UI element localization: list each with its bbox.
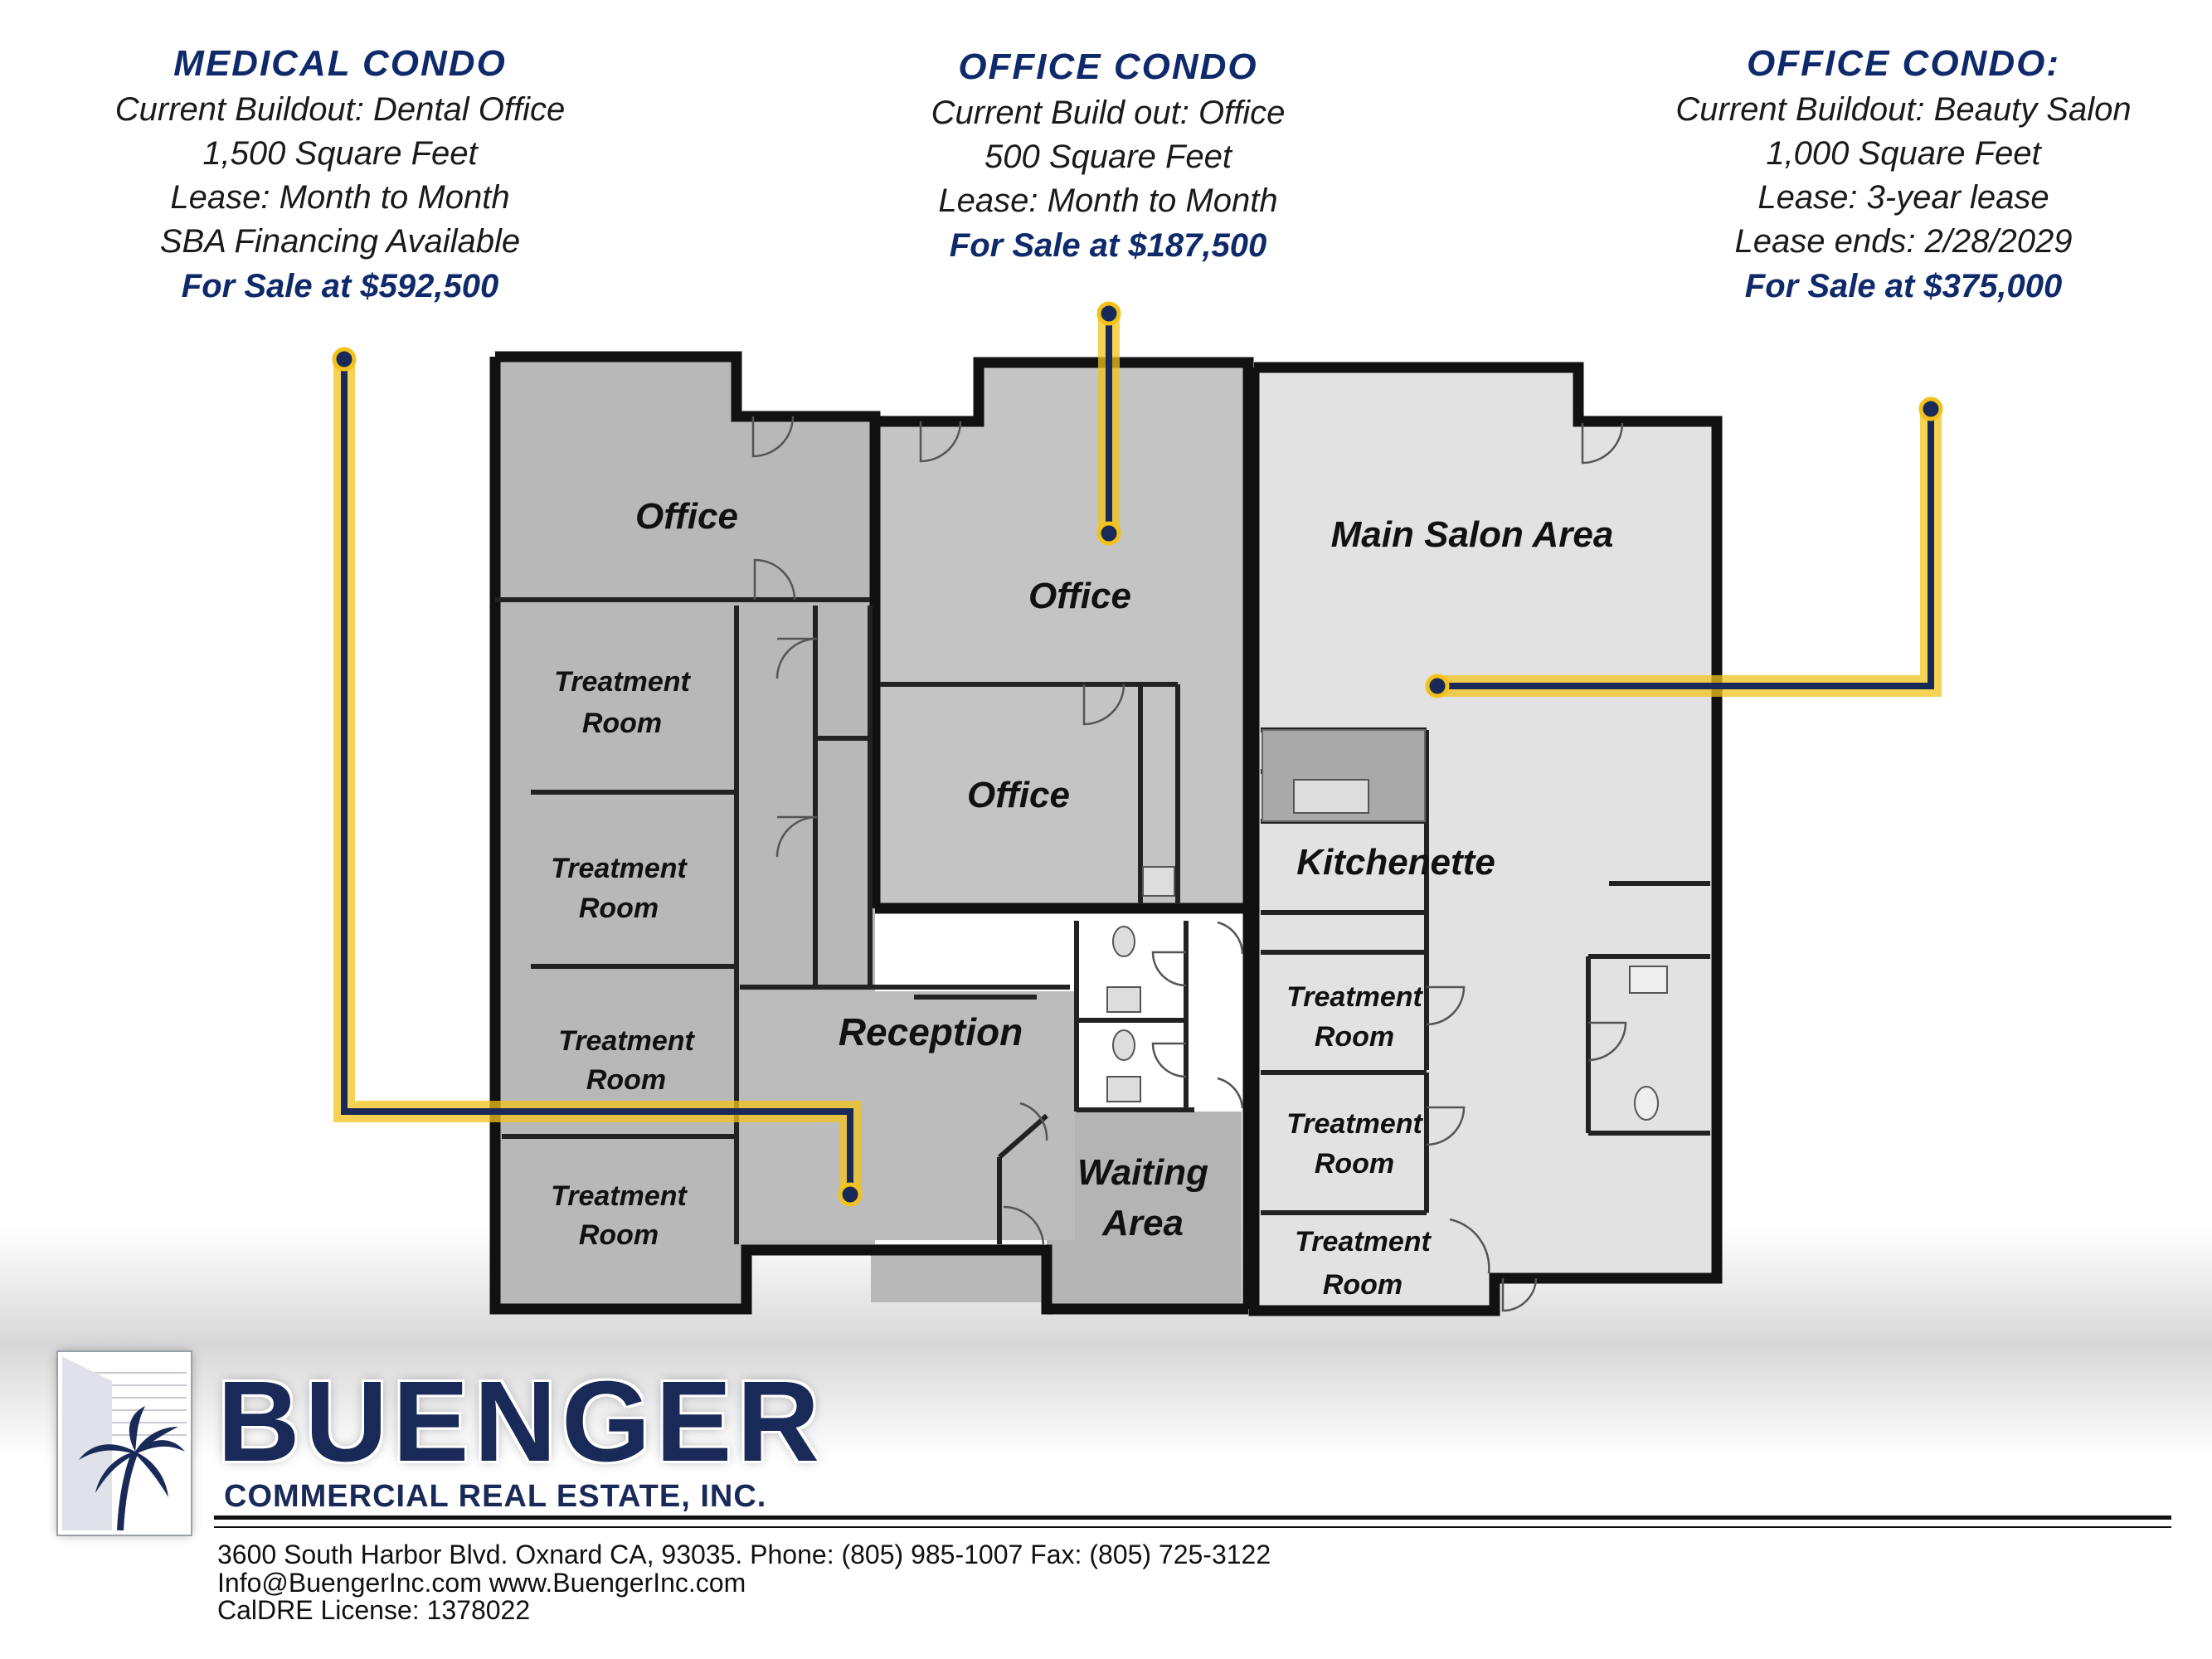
leader-dot [1427, 676, 1447, 696]
room-label-kitchenette: Kitchenette [1296, 842, 1495, 883]
divider [214, 1526, 2171, 1528]
callout-buildout: Current Build out: Office [931, 95, 1286, 131]
contact-web: Info@BuengerInc.com www.BuengerInc.com [217, 1568, 746, 1598]
callout-financing: SBA Financing Available [159, 223, 521, 260]
callout-size: 1,000 Square Feet [1766, 135, 2041, 172]
leader-dot [1099, 304, 1119, 324]
room-label-waiting-line2: Area [1102, 1203, 1184, 1243]
room-label-office-1: Office [635, 496, 738, 537]
room-label-treatment-line2: Room [586, 1064, 667, 1096]
leader-dot [1099, 523, 1119, 543]
restroom-sink-2 [1107, 1077, 1140, 1102]
room-label-treatment-line1: Treatment [551, 853, 687, 884]
room-label-treatment-line1: Treatment [1295, 1226, 1431, 1258]
room-label-office-2: Office [1028, 576, 1131, 616]
room-label-treatment-line2: Room [578, 893, 659, 924]
brand-subtitle: COMMERCIAL REAL ESTATE, INC. [224, 1479, 767, 1514]
room-label-treatment-line2: Room [1314, 1021, 1395, 1053]
salon-toilet [1635, 1087, 1658, 1120]
callout-lease: Lease: 3-year lease [1757, 179, 2049, 216]
room-label-waiting-line1: Waiting [1077, 1152, 1209, 1193]
callout-lease-end: Lease ends: 2/28/2029 [1734, 223, 2073, 260]
palm-tree-icon [62, 1356, 187, 1530]
company-logo [58, 1352, 191, 1535]
restroom-sink-1 [1107, 987, 1140, 1012]
callout-heading: OFFICE CONDO: [1747, 43, 2060, 84]
leader-dot [840, 1185, 860, 1204]
callout-heading: MEDICAL CONDO [173, 43, 507, 84]
brand-name: BUENGER [217, 1358, 825, 1486]
callout-price: For Sale at $375,000 [1744, 268, 2063, 304]
contact-address: 3600 South Harbor Blvd. Oxnard CA, 93035. Phone: (805) 985-1007 Fax: (805) 725-3122 [217, 1540, 1271, 1569]
callout-size: 500 Square Feet [984, 139, 1232, 175]
room-label-treatment-line2: Room [581, 708, 663, 739]
callout-price: For Sale at $592,500 [181, 268, 499, 304]
leader-dot [1921, 399, 1941, 419]
room-label-treatment-line1: Treatment [1286, 981, 1422, 1013]
callout-size: 1,500 Square Feet [202, 135, 478, 172]
callout-heading: OFFICE CONDO [958, 46, 1258, 87]
divider [214, 1515, 2171, 1520]
room-label-treatment-line2: Room [578, 1219, 659, 1251]
room-label-treatment-line2: Room [1322, 1269, 1403, 1301]
room-label-treatment-line1: Treatment [1286, 1108, 1422, 1140]
restroom-toilet-2 [1113, 1030, 1135, 1060]
kitchen-sink [1294, 780, 1369, 813]
room-label-treatment-line2: Room [1314, 1148, 1395, 1180]
room-label-reception: Reception [838, 1010, 1023, 1053]
office-unit-area [880, 359, 1246, 908]
callout-buildout: Current Buildout: Beauty Salon [1675, 91, 2132, 128]
callout-buildout: Current Buildout: Dental Office [114, 91, 566, 128]
room-label-treatment-line1: Treatment [551, 1180, 687, 1212]
leader-dot [334, 349, 354, 369]
callout-price: For Sale at $187,500 [949, 227, 1267, 264]
salon-sink [1630, 966, 1667, 993]
callout-lease: Lease: Month to Month [170, 179, 510, 216]
callout-lease: Lease: Month to Month [938, 182, 1278, 219]
office-sink [1143, 867, 1174, 896]
room-label-office-3: Office [967, 775, 1070, 815]
contact-license: CalDRE License: 1378022 [217, 1595, 531, 1625]
room-label-treatment-line1: Treatment [554, 666, 690, 698]
restroom-toilet-1 [1113, 927, 1135, 956]
room-label-treatment-line1: Treatment [558, 1025, 694, 1057]
room-label-main-salon: Main Salon Area [1330, 514, 1614, 555]
